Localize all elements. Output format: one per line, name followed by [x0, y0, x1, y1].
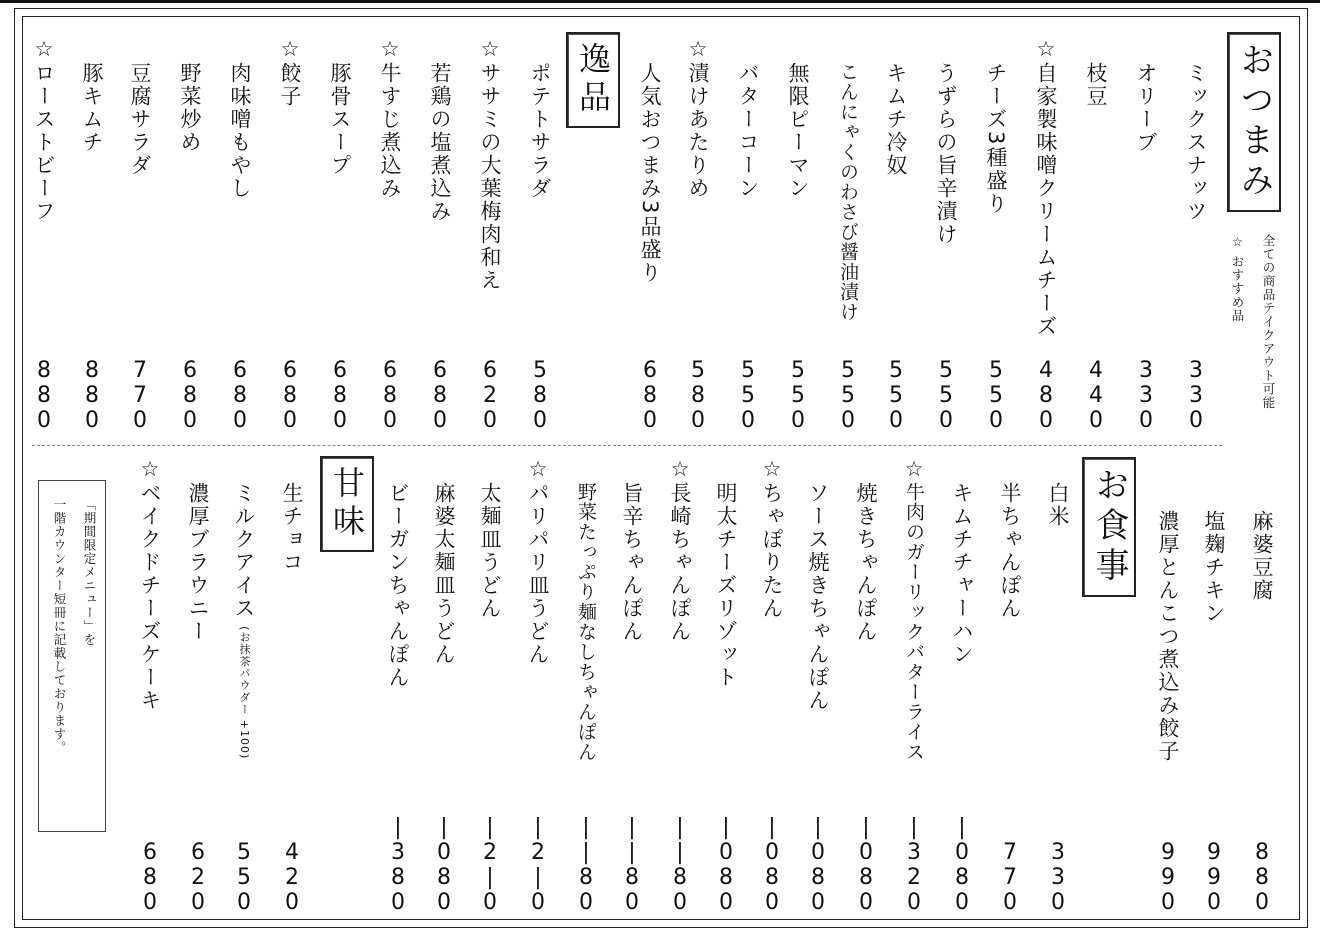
item-price: 8 8 0 [37, 358, 51, 433]
takeout-note: 全ての商品テイクアウト可能 [1261, 234, 1276, 410]
item-name: 豚骨スープ [328, 62, 352, 177]
ippin-item [419, 38, 461, 223]
item-name: ポテトサラダ [528, 62, 552, 200]
shokuji_top-item [1147, 486, 1189, 763]
shokuji-item [941, 458, 983, 666]
item-name: 野菜炒め [178, 62, 202, 154]
item-name: パリパリ皿うどん [526, 482, 550, 666]
recommend-star-icon: ☆ [670, 457, 690, 481]
notice-line-1: 「期間限定メニュー」を [82, 498, 97, 647]
shokuji-item [845, 458, 887, 643]
item-price: 5 5 0 [741, 358, 755, 433]
item-price: 6 8 0 [233, 358, 247, 433]
otsumami-item [1125, 38, 1167, 154]
item-name: 麻婆豆腐 [1250, 510, 1274, 602]
item-name: 長崎ちゃんぽん [668, 482, 692, 643]
item-price: 8 8 0 [85, 358, 99, 433]
recommend-star-icon: ☆ [528, 457, 548, 481]
item-price: 6 8 0 [283, 358, 297, 433]
recommend-star-icon: ☆ [280, 37, 300, 61]
otsumami-item [1175, 38, 1217, 223]
item-price: 6 8 0 [643, 358, 657, 433]
recommend-star-icon: ☆ [762, 457, 782, 481]
item-price: 6 8 0 [183, 358, 197, 433]
ippin-item [119, 38, 161, 177]
kanmi-item [223, 458, 265, 759]
item-name: 生チョコ [280, 482, 304, 574]
item-price: 6 8 0 [333, 358, 347, 433]
section-divider [32, 445, 1222, 446]
shokuji-item [1037, 458, 1079, 528]
otsumami-item [777, 38, 819, 200]
item-name: 野菜たっぷり麺なしちゃんぽん [575, 482, 597, 762]
ippin-item [71, 38, 113, 154]
item-name: 麻婆太麺皿うどん [432, 482, 456, 666]
ippin-item [23, 38, 65, 223]
item-price: | 0 8 0 [859, 815, 873, 915]
recommend-star-icon: ☆ [480, 37, 500, 61]
shokuji-item [659, 458, 701, 643]
otsumami-item [727, 38, 769, 200]
item-price: 6 8 0 [433, 358, 447, 433]
section-heading-kanmi: 甘味 [320, 456, 374, 552]
ippin-item [219, 38, 261, 200]
section-heading-ippin: 逸品 [566, 32, 620, 128]
item-price: 7 7 0 [133, 358, 147, 433]
shokuji-item [989, 458, 1031, 620]
item-name: キムチ冷奴 [884, 62, 908, 177]
item-price: | 0 8 0 [437, 815, 451, 915]
item-name: 若鶏の塩煮込み [428, 62, 452, 223]
item-name: 肉味噌もやし [228, 62, 252, 200]
item-price: 6 2 0 [191, 840, 205, 915]
item-name: チーズ3種盛り [984, 62, 1008, 216]
recommend-star-icon: ☆ [904, 457, 924, 481]
item-name: 牛すじ煮込み [378, 62, 402, 200]
item-note: (お抹茶パウダー +100) [238, 626, 251, 760]
recommend-star-icon: ☆ [140, 457, 160, 481]
item-name: 餃子 [278, 62, 302, 108]
recommend-star-icon: ☆ [34, 37, 54, 61]
ippin-item [169, 38, 211, 154]
shokuji-item [611, 458, 653, 643]
item-name: 漬けあたりめ [686, 62, 710, 200]
item-name: 塩麹チキン [1202, 510, 1226, 625]
shokuji-item [423, 458, 465, 666]
recommend-star-icon: ☆ [380, 37, 400, 61]
otsumami-item [975, 38, 1017, 215]
item-name: ローストビーフ [32, 62, 56, 223]
item-price: 5 5 0 [841, 358, 855, 433]
item-price: | 3 2 0 [907, 815, 921, 915]
item-price: 5 5 0 [237, 840, 251, 915]
item-name: 豚キムチ [80, 62, 104, 154]
item-name: 人気おつまみ3品盛り [638, 62, 662, 285]
item-name: 無限ピーマン [786, 62, 810, 200]
item-price: 5 5 0 [939, 358, 953, 433]
item-price: 3 3 0 [1139, 358, 1153, 433]
item-price: 5 5 0 [989, 358, 1003, 433]
item-price: 5 8 0 [533, 358, 547, 433]
item-name: 枝豆 [1084, 62, 1108, 108]
item-price: 5 5 0 [791, 358, 805, 433]
item-name: 自家製味噌クリームチーズ [1034, 62, 1058, 338]
shokuji_top-item [1241, 486, 1283, 602]
otsumami-item [875, 38, 917, 177]
shokuji-item [517, 458, 559, 666]
item-price: 5 8 0 [691, 358, 705, 433]
recommend-star-icon: ☆ [1036, 37, 1056, 61]
top-rule [0, 0, 1320, 3]
otsumami-item [1025, 38, 1067, 338]
item-price: 4 8 0 [1039, 358, 1053, 433]
item-price: | 2 | 0 [483, 815, 497, 915]
kanmi-item [129, 458, 171, 712]
shokuji_top-item [1193, 486, 1235, 625]
shokuji-item [705, 458, 747, 689]
ippin-item [469, 38, 511, 292]
item-name: ササミの大葉梅肉和え [478, 62, 502, 292]
item-name: ベイクドチーズケーキ [138, 482, 162, 712]
item-name: バターコーン [736, 62, 760, 200]
item-price: 5 5 0 [889, 358, 903, 433]
item-price: 4 2 0 [285, 840, 299, 915]
item-price: | | 8 0 [625, 815, 639, 915]
item-name: ミックスナッツ [1184, 62, 1208, 223]
item-name: キムチチャーハン [950, 482, 974, 666]
item-name: 白米 [1046, 482, 1070, 528]
recommend-legend: ☆ おすすめ品 [1230, 234, 1245, 323]
shokuji-item [751, 458, 793, 620]
item-name: ソース焼きちゃんぽん [806, 482, 830, 712]
item-name: ビーガンちゃんぽん [386, 482, 410, 689]
recommend-star-icon: ☆ [688, 37, 708, 61]
notice-line-2: 一階カウンター短冊に記載しております。 [52, 498, 67, 755]
ippin-item [319, 38, 361, 177]
otsumami-item [629, 38, 671, 284]
item-price: | 0 8 0 [765, 815, 779, 915]
item-name: ちゃぽりたん [760, 482, 784, 620]
item-price: | | 8 0 [579, 815, 593, 915]
item-name: こんにゃくのわさび醤油漬け [837, 62, 859, 322]
kanmi-item [271, 458, 313, 574]
item-price: 6 8 0 [143, 840, 157, 915]
ippin-item [519, 38, 561, 200]
shokuji-item [469, 458, 511, 620]
otsumami-item [925, 38, 967, 246]
item-name: ミルクアイス [232, 482, 256, 620]
item-name: 焼きちゃんぽん [854, 482, 878, 643]
shokuji-item [797, 458, 839, 712]
shokuji-item [893, 458, 935, 762]
item-price: 3 3 0 [1051, 840, 1065, 915]
item-price: 6 8 0 [383, 358, 397, 433]
ippin-item [369, 38, 411, 200]
shokuji-item [377, 458, 419, 689]
shokuji-item [565, 458, 607, 762]
item-name: 濃厚ブラウニー [186, 482, 210, 643]
item-price: 9 9 0 [1161, 840, 1175, 915]
item-name: 豆腐サラダ [128, 62, 152, 177]
section-heading-shokuji: お食事 [1082, 457, 1136, 597]
item-name: 牛肉のガーリックバターライス [903, 482, 925, 762]
item-name: 太麺皿うどん [478, 482, 502, 620]
item-price: | 3 8 0 [391, 815, 405, 915]
otsumami-item [827, 38, 869, 322]
otsumami-item [1075, 38, 1117, 108]
section-heading-otsumami: おつまみ [1227, 32, 1281, 212]
item-price: | 0 8 0 [955, 815, 969, 915]
ippin-item [269, 38, 311, 108]
kanmi-item [177, 458, 219, 643]
item-price: | 0 8 0 [811, 815, 825, 915]
item-price: 7 7 0 [1003, 840, 1017, 915]
item-price: | 0 8 0 [719, 815, 733, 915]
item-price: 3 3 0 [1189, 358, 1203, 433]
item-name: 半ちゃんぽん [998, 482, 1022, 620]
otsumami-item [677, 38, 719, 200]
item-name: 旨辛ちゃんぽん [620, 482, 644, 643]
item-name: オリーブ [1134, 62, 1158, 154]
item-name: 明太チーズリゾット [714, 482, 738, 689]
item-price: | | 8 0 [673, 815, 687, 915]
item-price: 4 4 0 [1089, 358, 1103, 433]
item-price: 6 2 0 [483, 358, 497, 433]
item-name: 濃厚とんこつ煮込み餃子 [1156, 510, 1180, 763]
item-price: 9 9 0 [1207, 840, 1221, 915]
item-name: うずらの旨辛漬け [934, 62, 958, 246]
item-price: 8 8 0 [1255, 840, 1269, 915]
item-price: | 2 | 0 [531, 815, 545, 915]
